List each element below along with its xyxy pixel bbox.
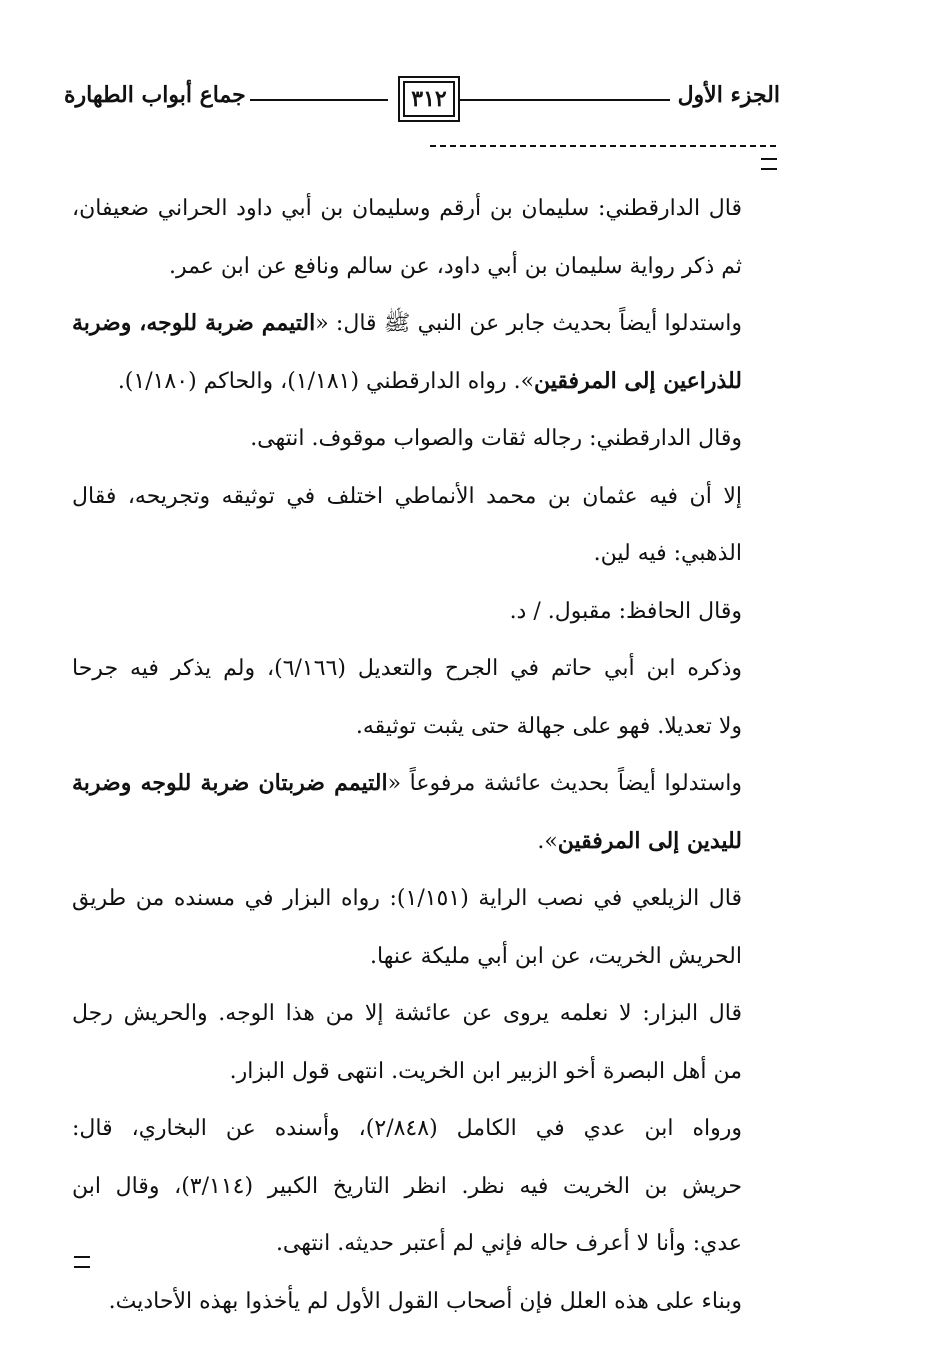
text-line: واستدلوا أيضاً بحديث جابر عن النبي ﷺ قال: «التيمم ضربة للوجه، وضربة <box>72 310 742 336</box>
body-text <box>72 180 742 1330</box>
double-line-mark-bottom <box>74 1256 90 1268</box>
page-number: ٣١٢ <box>398 76 460 122</box>
text-line: للذراعين إلى المرفقين». رواه الدارقطني (١/١٨١)، والحاكم (١/١٨٠). <box>117 367 742 394</box>
header-rule-right <box>456 99 670 101</box>
text-line: وقال الدارقطني: رجاله ثقات والصواب موقوف. انتهى. <box>250 426 742 451</box>
hadith-text: للذراعين إلى المرفقين <box>534 367 742 394</box>
hadith-text: التيمم ضربة للوجه، وضربة <box>72 310 316 336</box>
text-line: ولا تعديلا. فهو على جهالة حتى يثبت توثيقه. <box>355 713 742 739</box>
text-line: ورواه ابن عدي في الكامل (٢/٨٤٨)، وأسنده عن البخاري، قال: <box>72 1116 743 1141</box>
text-line: من أهل البصرة أخو الزبير ابن الخريت. انتهى قول البزار. <box>229 1058 742 1084</box>
text-line: لليدين إلى المرفقين». <box>537 827 742 854</box>
section-title: جماع أبواب الطهارة <box>64 82 246 108</box>
text-line: الحريش الخريت، عن ابن أبي مليكة عنها. <box>370 943 742 969</box>
text-line: عدي: وأنا لا أعرف حاله فإني لم أعتبر حديثه. انتهى. <box>275 1231 742 1256</box>
text-line: ثم ذكر رواية سليمان بن أبي داود، عن سالم ونافع عن ابن عمر. <box>168 253 742 279</box>
text-line: قال الزيلعي في نصب الراية (١/١٥١): رواه البزار في مسنده من طريق <box>72 886 742 911</box>
text-line: قال البزار: لا نعلمه يروى عن عائشة إلا من هذا الوجه. والحريش رجل <box>72 1001 742 1026</box>
text-line: إلا أن فيه عثمان بن محمد الأنماطي اختلف في توثيقه وتجريحه، فقال <box>72 483 742 509</box>
text-line: حريش بن الخريت فيه نظر. انظر التاريخ الكبير (٣/١١٤)، وقال ابن <box>72 1173 742 1199</box>
volume-label: الجزء الأول <box>677 82 780 108</box>
hadith-text: التيمم ضربتان ضربة للوجه وضربة <box>72 770 388 796</box>
hadith-text: لليدين إلى المرفقين <box>557 827 742 854</box>
double-line-mark-top <box>761 158 777 170</box>
dashed-divider <box>430 145 776 147</box>
text-line: قال الدارقطني: سليمان بن أرقم وسليمان بن أبي داود الحراني ضعيفان، <box>72 196 742 221</box>
text-line: واستدلوا أيضاً بحديث عائشة مرفوعاً «التيمم ضربتان ضربة للوجه وضربة <box>72 770 743 796</box>
text-line: وذكره ابن أبي حاتم في الجرح والتعديل (٦/١٦٦)، ولم يذكر فيه جرحا <box>72 656 742 681</box>
header-rule-left <box>250 99 388 101</box>
text-line: وقال الحافظ: مقبول. / د. <box>509 598 742 624</box>
text-line: وبناء على هذه العلل فإن أصحاب القول الأول لم يأخذوا بهذه الأحاديث. <box>108 1288 742 1314</box>
text-line: الذهبي: فيه لين. <box>593 541 742 566</box>
running-header <box>64 68 782 128</box>
